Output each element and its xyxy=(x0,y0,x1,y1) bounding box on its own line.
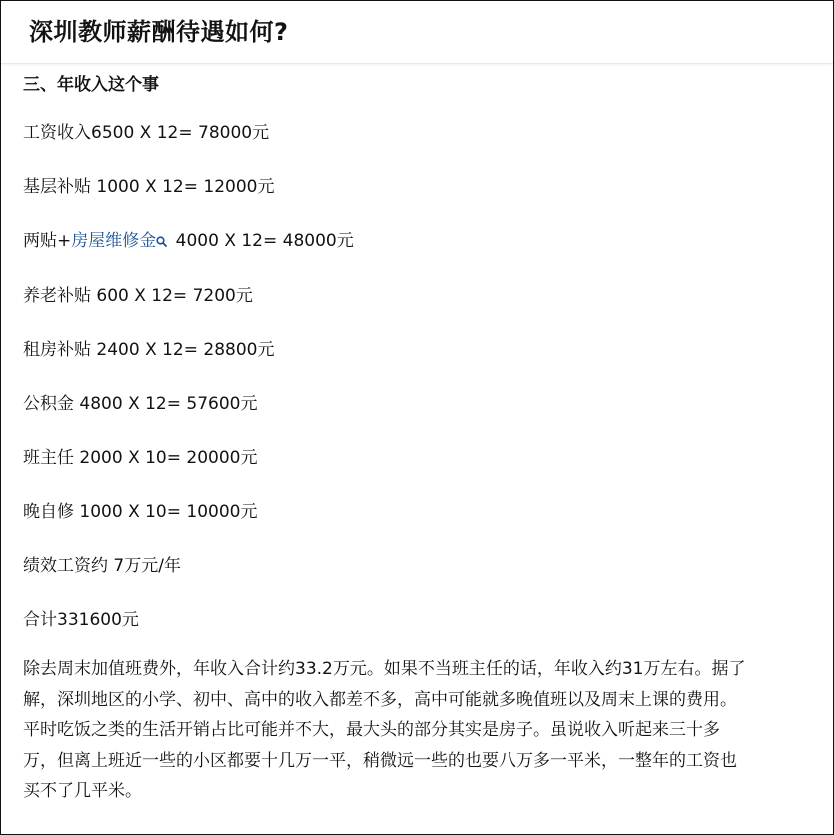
two-allowance-prefix: 两贴+ xyxy=(23,231,72,251)
housing-repair-fund-link[interactable]: 房屋维修金 xyxy=(71,231,157,251)
two-allowance-line xyxy=(23,227,813,256)
search-icon[interactable] xyxy=(156,228,167,256)
rent-subsidy-line: 租房补贴 2400 X 12= 28800元 xyxy=(23,340,275,360)
grassroots-subsidy-line: 基层补贴 1000 X 12= 12000元 xyxy=(23,177,275,197)
pension-subsidy-line: 养老补贴 600 X 12= 7200元 xyxy=(23,286,253,306)
question-title[interactable]: 深圳教师薪酬待遇如何? xyxy=(29,18,289,46)
question-header xyxy=(1,1,833,64)
section-heading: 三、年收入这个事 xyxy=(23,75,159,95)
paragraph-line: 除去周末加值班费外，年收入合计约33.2万元。如果不当班主任的话，年收入约31万左右。据了 xyxy=(23,659,746,679)
housing-fund-line: 公积金 4800 X 12= 57600元 xyxy=(23,394,258,414)
head-teacher-line: 班主任 2000 X 10= 20000元 xyxy=(23,448,258,468)
paragraph-line: 买不了几平米。 xyxy=(23,781,142,801)
evening-study-line: 晚自修 1000 X 10= 10000元 xyxy=(23,502,258,522)
salary-line: 工资收入6500 X 12= 78000元 xyxy=(23,123,270,143)
paragraph-line: 解，深圳地区的小学、初中、高中的收入都差不多，高中可能就多晚值班以及周末上课的费用。 xyxy=(23,689,737,710)
answer-content xyxy=(23,71,813,807)
paragraph-line: 平时吃饭之类的生活开销占比可能并不大，最大头的部分其实是房子。虽说收入听起来三十多 xyxy=(23,720,720,740)
summary-paragraph xyxy=(23,654,813,807)
paragraph-line: 万，但离上班近一些的小区都要十几万一平，稍微远一些的也要八万多一平米，一整年的工资也 xyxy=(23,750,737,771)
two-allowance-amount: 4000 X 12= 48000元 xyxy=(170,231,354,251)
performance-pay-line: 绩效工资约 7万元/年 xyxy=(23,556,181,576)
total-line: 合计331600元 xyxy=(23,610,139,630)
